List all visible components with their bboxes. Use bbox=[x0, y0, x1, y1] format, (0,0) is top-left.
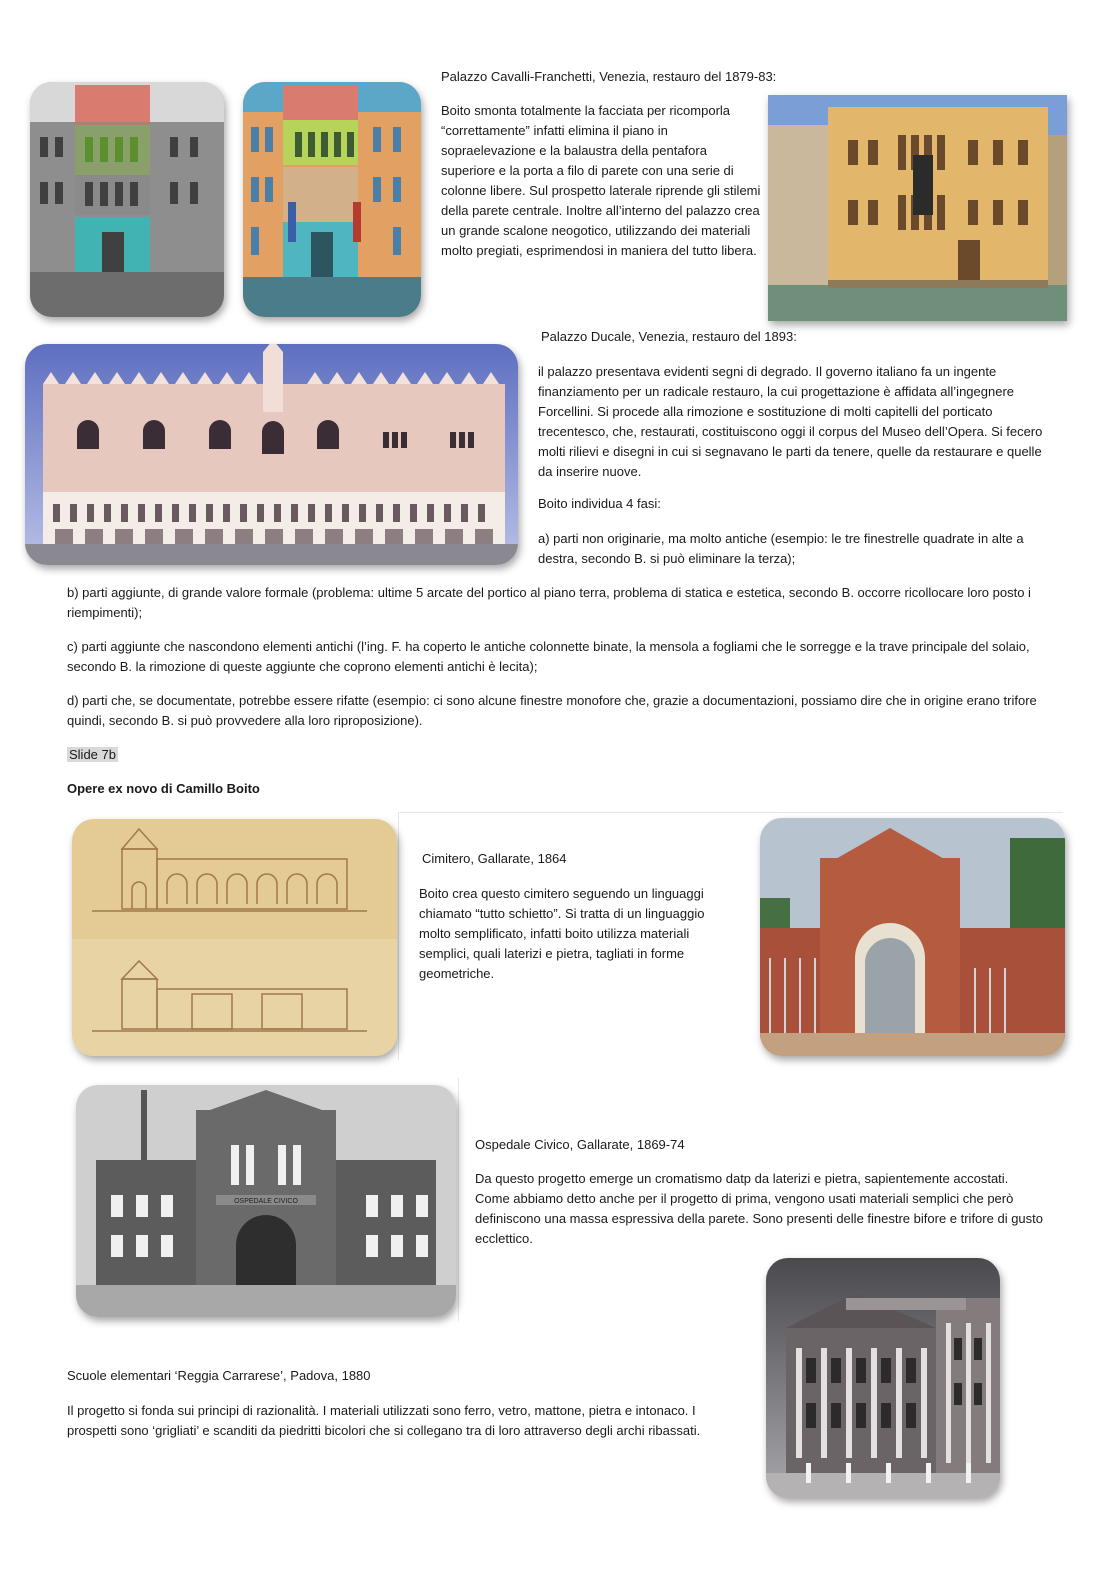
ducale-phases-intro: Boito individua 4 fasi: bbox=[538, 496, 661, 511]
ducale-photo bbox=[25, 344, 518, 565]
divider-line bbox=[398, 812, 399, 1060]
slide-label-text: Slide 7b bbox=[69, 747, 116, 762]
ducale-phase-c: c) parti aggiunte che nascondono elementi antichi (l’ing. F. ha coperto le antiche colonnette binate, la mensola a fogliami che le sorregge e la trave principale del solaio, secondo B. la rimozione di queste aggiunte che coprono elementi antichi è lecita); bbox=[67, 639, 1030, 674]
cimitero-title: Cimitero, Gallarate, 1864 bbox=[422, 851, 567, 866]
scuole-title: Scuole elementari ‘Reggia Carrarese’, Padova, 1880 bbox=[67, 1368, 371, 1383]
franchetti-description: Boito smonta totalmente la facciata per ricomporla “correttamente” infatti elimina il piano in sopraelevazione e la balaustra della pentafora superiore e la porta a filo di parete con una serie di colonne libere. Sul prospetto laterale riprende gli stilemi della parete centrale. Inoltre all’interno del palazzo crea un grande scalone neogotico, utilizzando dei materiali molto pregiati, esprimendosi in maniera del tutto libera. bbox=[441, 103, 761, 258]
franchetti-before-photo bbox=[30, 82, 224, 317]
ducale-title: Palazzo Ducale, Venezia, restauro del 1893: bbox=[541, 329, 797, 344]
ducale-description: il palazzo presentava evidenti segni di degrado. Il governo italiano fa un ingente finanziamento per un radicale restauro, la cui progettazione è affidata all’ingegnere Forcellini. Si procede alla rimozione e sostituzione di molti capitelli del porticato trecentesco, che, restaurati, costituiscono oggi il corpus del Museo dell’Opera. Si fecero molti rilievi e disegni in cui si segnavano le parti da tenere, quelle da restaurare e quelle da inserire nuove. bbox=[538, 364, 1043, 479]
divider-line bbox=[458, 1078, 459, 1321]
slide-label bbox=[67, 745, 118, 765]
scuole-photo bbox=[766, 1258, 1000, 1498]
cimitero-drawing bbox=[72, 819, 397, 1056]
section-heading: Opere ex novo di Camillo Boito bbox=[67, 781, 260, 796]
ospedale-title: Ospedale Civico, Gallarate, 1869-74 bbox=[475, 1137, 685, 1152]
ospedale-photo bbox=[76, 1085, 456, 1317]
ospedale-description: Da questo progetto emerge un cromatismo datp da laterizi e pietra, sapientemente accostati. Come abbiamo detto anche per il progetto di prima, vengono usati materiali semplici che però definiscono una massa espressiva della parete. Sono presenti delle finestre bifore e trifore di gusto ecclettico. bbox=[475, 1171, 1043, 1246]
ducale-phase-b: b) parti aggiunte, di grande valore formale (problema: ultime 5 arcate del portico al piano terra, problema di statica e estetica, secondo B. occorre ricollocare loro posto i riempimenti); bbox=[67, 585, 1031, 620]
franchetti-canal-photo bbox=[768, 95, 1067, 321]
ducale-phase-a: a) parti non originarie, ma molto antiche (esempio: le tre finestrelle quadrate in alte a destra, secondo B. si può eliminare la terza); bbox=[538, 531, 1024, 566]
divider-line bbox=[398, 812, 1063, 813]
ducale-phase-d: d) parti che, se documentate, potrebbe essere rifatte (esempio: ci sono alcune finestre monofore che, grazie a documentazioni, possiamo dire che in origine erano trifore quindi, secondo B. si può provvedere alla loro riproposizione). bbox=[67, 693, 1037, 728]
cimitero-description: Boito crea questo cimitero seguendo un linguaggi chiamato “tutto schietto”. Si tratta di un linguaggio molto semplificato, infatti boito utilizza materiali semplici, quali laterizi e pietra, tagliati in forme geometriche. bbox=[419, 886, 705, 981]
franchetti-title: Palazzo Cavalli-Franchetti, Venezia, restauro del 1879-83: bbox=[441, 69, 777, 84]
franchetti-restored-photo bbox=[243, 82, 421, 317]
ospedale-sign: OSPEDALE CIVICO bbox=[234, 1198, 298, 1205]
scuole-description: Il progetto si fonda sui principi di razionalità. I materiali utilizzati sono ferro, vetro, mattone, pietra e intonaco. I prospetti sono ‘grigliati’ e scanditi da piedritti bicolori che si collegano tra di loro attraverso degli archi ribassati. bbox=[67, 1403, 701, 1438]
cimitero-photo bbox=[760, 818, 1065, 1056]
